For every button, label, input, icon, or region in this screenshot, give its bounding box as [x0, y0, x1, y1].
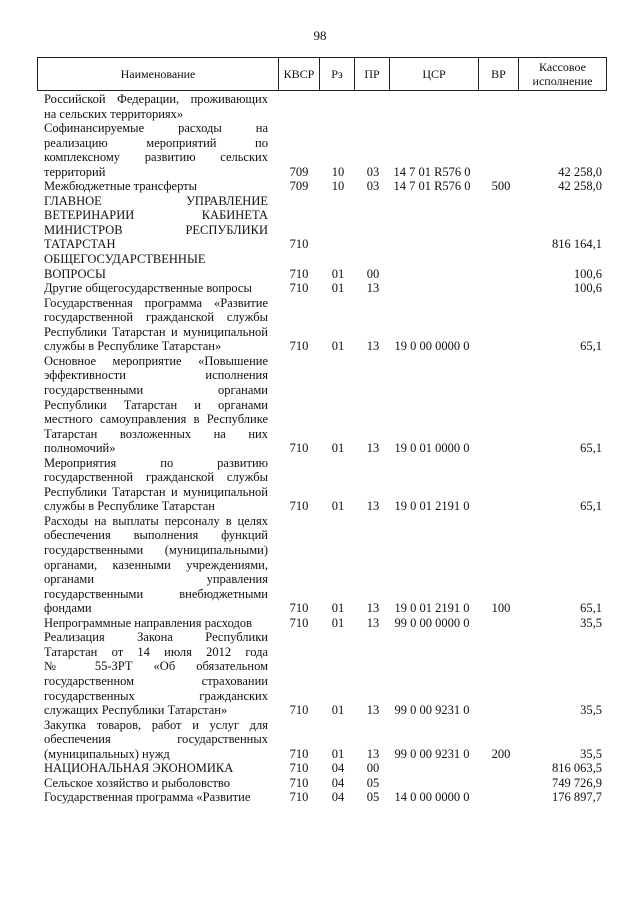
row-name-line: службы в Республике Татарстан	[44, 499, 215, 514]
row-name	[44, 776, 268, 791]
row-name-line: территорий	[44, 164, 106, 179]
row-name-line: Расходы на выплаты персоналу в целях	[44, 513, 268, 528]
col-header-pr: ПР	[354, 57, 390, 91]
row-sum: 100,6	[573, 281, 602, 296]
row-name-line: Сельское хозяйство и рыболовство	[44, 775, 230, 790]
row-name-line: фондами	[44, 601, 92, 616]
row-name	[44, 92, 268, 121]
row-name	[44, 296, 268, 354]
row-rz: 01	[331, 615, 345, 630]
row-name-line: служащих Республики Татарстан»	[44, 703, 228, 718]
col-header-kvsr: КВСР	[278, 57, 320, 91]
row-pr: 13	[366, 441, 380, 456]
row-kvsr: 710	[289, 339, 309, 354]
row-name-line: Реализация Закона Республики	[44, 630, 268, 645]
row-csr: 19 0 01 0000 0	[394, 441, 470, 456]
row-name-line: обеспечения государственных	[44, 732, 268, 747]
row-name-line: Республики Татарстан и муниципальной	[44, 324, 268, 339]
row-kvsr: 710	[289, 615, 309, 630]
row-name	[44, 761, 268, 776]
row-name-line: ВОПРОСЫ	[44, 266, 106, 281]
row-name	[44, 281, 268, 296]
row-name-line: ГЛАВНОЕ УПРАВЛЕНИЕ	[44, 193, 268, 208]
row-kvsr: 710	[289, 266, 309, 281]
row-sum: 42 258,0	[558, 164, 602, 179]
col-header-sum-line1: Кассовое	[539, 60, 586, 74]
row-sum: 35,5	[580, 615, 602, 630]
row-name-line: государственными (муниципальными)	[44, 543, 268, 558]
row-csr: 14 0 00 0000 0	[394, 790, 470, 805]
row-rz: 01	[331, 601, 345, 616]
row-name-line: НАЦИОНАЛЬНАЯ ЭКОНОМИКА	[44, 761, 234, 776]
row-rz: 01	[331, 441, 345, 456]
row-csr: 99 0 00 9231 0	[394, 746, 470, 761]
row-name-line: Другие общегосударственные вопросы	[44, 281, 252, 296]
row-name-line: государственными органами	[44, 382, 268, 397]
row-kvsr: 710	[289, 237, 309, 252]
row-name-line: Татарстан от 14 июля 2012 года	[44, 644, 268, 659]
row-name-line: Российской Федерации, проживающих	[44, 92, 268, 106]
row-vr: 500	[491, 179, 511, 194]
row-name-line: реализацию мероприятий по	[44, 135, 268, 150]
row-name-line: службы в Республике Татарстан»	[44, 339, 222, 354]
row-rz: 04	[331, 790, 345, 805]
row-pr: 13	[366, 499, 380, 514]
row-name-line: ОБЩЕГОСУДАРСТВЕННЫЕ	[44, 252, 206, 267]
row-name-line: государственными внебюджетными	[44, 586, 268, 601]
row-name-line: государственной гражданской службы	[44, 470, 268, 485]
row-name	[44, 252, 268, 281]
row-pr: 13	[366, 615, 380, 630]
row-name-line: Непрограммные направления расходов	[44, 615, 252, 630]
row-name	[44, 616, 268, 631]
row-name-line: Татарстан возложенных на них	[44, 426, 268, 441]
row-sum: 65,1	[580, 339, 602, 354]
row-kvsr: 710	[289, 601, 309, 616]
row-sum: 42 258,0	[558, 179, 602, 194]
row-pr: 00	[366, 266, 380, 281]
row-pr: 13	[366, 601, 380, 616]
row-pr: 05	[366, 790, 380, 805]
col-header-name: Наименование	[37, 57, 279, 91]
row-name-line: Государственная программа «Развитие	[44, 790, 251, 805]
row-name-line: органами, казенными учреждениями,	[44, 557, 268, 572]
row-name	[44, 790, 268, 805]
row-sum: 816 063,5	[552, 761, 602, 776]
page-number: 98	[313, 28, 327, 43]
row-name-line: Республики Татарстан и муниципальной	[44, 484, 268, 499]
row-csr: 99 0 00 9231 0	[394, 703, 470, 718]
row-name-line: ВЕТЕРИНАРИИ КАБИНЕТА	[44, 208, 268, 223]
row-name-line: органами управления	[44, 572, 268, 587]
row-name-line: на сельских территориях»	[44, 106, 184, 121]
row-name-line: государственной гражданской службы	[44, 310, 268, 325]
row-name-line: государственных гражданских	[44, 688, 268, 703]
row-name-line: ТАТАРСТАН	[44, 237, 116, 252]
row-name-line: Республики Татарстан и органами	[44, 397, 268, 412]
row-pr: 13	[366, 703, 380, 718]
row-name	[44, 194, 268, 252]
row-name-line: государственном страховании	[44, 673, 268, 688]
row-sum: 35,5	[580, 703, 602, 718]
row-rz: 01	[331, 266, 345, 281]
row-kvsr: 710	[289, 703, 309, 718]
row-sum: 65,1	[580, 601, 602, 616]
row-kvsr: 709	[289, 179, 309, 194]
row-kvsr: 710	[289, 761, 309, 776]
row-rz: 10	[331, 179, 345, 194]
row-name-line: Закупка товаров, работ и услуг для	[44, 717, 268, 732]
row-pr: 13	[366, 281, 380, 296]
row-sum: 100,6	[573, 266, 602, 281]
row-csr: 14 7 01 R576 0	[393, 179, 471, 194]
row-sum: 65,1	[580, 441, 602, 456]
row-rz: 04	[331, 761, 345, 776]
row-csr: 14 7 01 R576 0	[393, 164, 471, 179]
row-pr: 03	[366, 179, 380, 194]
row-csr: 19 0 01 2191 0	[394, 499, 470, 514]
row-name	[44, 179, 268, 194]
row-name-line: Межбюджетные трансферты	[44, 179, 198, 194]
row-name-line: № 55-ЗРТ «Об обязательном	[44, 659, 268, 674]
row-sum: 749 726,9	[552, 775, 602, 790]
col-header-csr: ЦСР	[389, 57, 479, 91]
col-header-vr: ВР	[478, 57, 519, 91]
row-rz: 04	[331, 775, 345, 790]
row-name-line: Основное мероприятие «Повышение	[44, 353, 268, 368]
row-name-line: Мероприятия по развитию	[44, 455, 268, 470]
row-name-line: обеспечения выполнения функций	[44, 528, 268, 543]
col-header-sum-line2: исполнение	[532, 74, 593, 88]
row-rz: 01	[331, 703, 345, 718]
row-sum: 176 897,7	[552, 790, 602, 805]
col-header-rz: Рз	[319, 57, 355, 91]
row-name	[44, 456, 268, 514]
row-name-line: (муниципальных) нужд	[44, 746, 170, 761]
row-name-line: МИНИСТРОВ РЕСПУБЛИКИ	[44, 222, 268, 237]
row-kvsr: 709	[289, 164, 309, 179]
row-pr: 13	[366, 339, 380, 354]
row-kvsr: 710	[289, 746, 309, 761]
row-kvsr: 710	[289, 775, 309, 790]
row-pr: 03	[366, 164, 380, 179]
row-kvsr: 710	[289, 499, 309, 514]
row-name	[44, 514, 268, 616]
row-name-line: эффективности исполнения	[44, 368, 268, 383]
row-name	[44, 354, 268, 456]
row-vr: 100	[491, 601, 511, 616]
row-name	[44, 718, 268, 762]
col-header-sum	[518, 57, 607, 91]
row-csr: 99 0 00 0000 0	[394, 615, 470, 630]
row-kvsr: 710	[289, 790, 309, 805]
row-sum: 35,5	[580, 746, 602, 761]
row-rz: 01	[331, 746, 345, 761]
row-name-line: Государственная программа «Развитие	[44, 295, 268, 310]
row-sum: 816 164,1	[552, 237, 602, 252]
row-name-line: Софинансируемые расходы на	[44, 121, 268, 136]
row-rz: 10	[331, 164, 345, 179]
row-pr: 05	[366, 775, 380, 790]
row-name-line: комплексному развитию сельских	[44, 150, 268, 165]
row-name	[44, 121, 268, 179]
row-pr: 00	[366, 761, 380, 776]
row-kvsr: 710	[289, 441, 309, 456]
row-csr: 19 0 01 2191 0	[394, 601, 470, 616]
row-name-line: местного самоуправления в Республике	[44, 412, 268, 427]
row-rz: 01	[331, 339, 345, 354]
row-name	[44, 630, 268, 717]
row-sum: 65,1	[580, 499, 602, 514]
row-name-line: полномочий»	[44, 441, 116, 456]
row-vr: 200	[491, 746, 511, 761]
row-kvsr: 710	[289, 281, 309, 296]
row-pr: 13	[366, 746, 380, 761]
row-csr: 19 0 00 0000 0	[394, 339, 470, 354]
row-rz: 01	[331, 281, 345, 296]
row-rz: 01	[331, 499, 345, 514]
